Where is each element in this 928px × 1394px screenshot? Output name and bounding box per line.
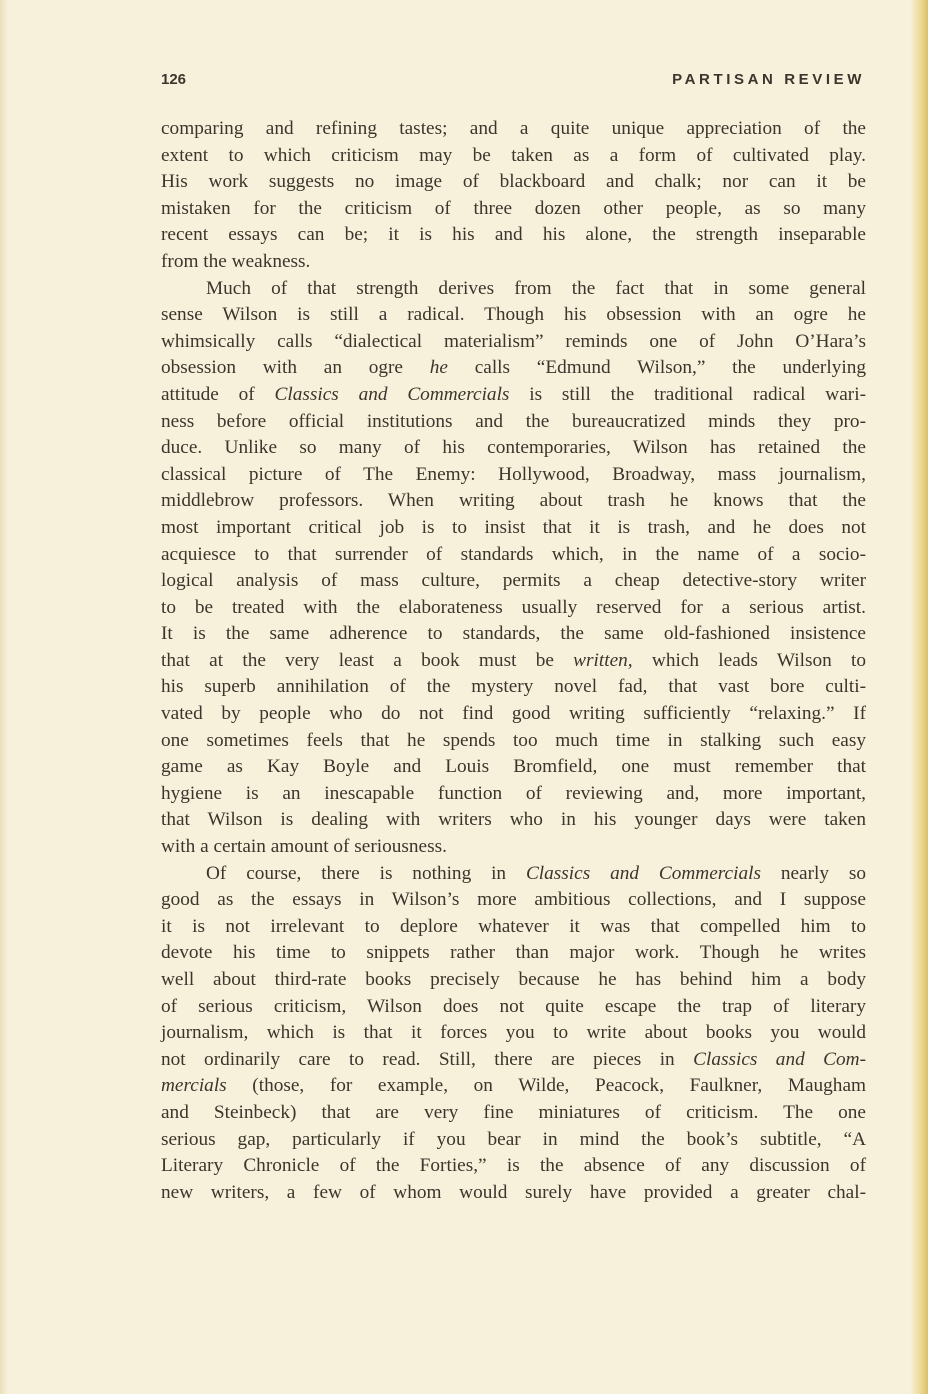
text-segment: not ordinarily care to read. Still, there are pieces in xyxy=(161,1048,694,1070)
text-segment: that Wilson is dealing with writers who in his younger days were taken xyxy=(161,809,866,831)
text-segment: with a certain amount of seriousness. xyxy=(161,836,447,858)
text-segment: (those, for example, on Wilde, Peacock, Faulkner, Maugham xyxy=(226,1075,866,1097)
text-line xyxy=(161,1127,866,1154)
text-line xyxy=(161,276,866,303)
text-line xyxy=(161,382,866,409)
text-segment: vated by people who do not find good writing sufficiently “relaxing.” If xyxy=(161,703,866,725)
text-segment: calls “Edmund Wilson,” the underlying xyxy=(447,357,866,379)
text-segment: from the weakness. xyxy=(161,250,311,272)
text-line xyxy=(161,1073,866,1100)
text-segment: logical analysis of mass culture, permits a cheap detective-story writer xyxy=(161,570,866,592)
page-right-edge xyxy=(910,0,928,1394)
text-segment: mistaken for the criticism of three dozen other people, as so many xyxy=(161,197,866,219)
text-segment: good as the essays in Wilson’s more ambitious collections, and I suppose xyxy=(161,889,866,911)
text-line xyxy=(161,621,866,648)
text-segment: new writers, a few of whom would surely have provided a greater chal- xyxy=(161,1181,866,1203)
journal-title: PARTISAN REVIEW xyxy=(672,71,865,88)
text-segment: sense Wilson is still a radical. Though his obsession with an ogre he xyxy=(161,304,866,326)
text-line xyxy=(161,329,866,356)
text-segment: nearly so xyxy=(760,862,866,884)
text-line xyxy=(161,355,866,382)
text-segment: his superb annihilation of the mystery novel fad, that vast bore culti- xyxy=(161,676,866,698)
text-line xyxy=(161,967,866,994)
italic-text: written, xyxy=(573,649,633,671)
text-line xyxy=(161,1180,866,1207)
text-segment: whimsically calls “dialectical materialism” reminds one of John O’Hara’s xyxy=(161,330,866,352)
italic-text: he xyxy=(429,357,448,379)
text-line xyxy=(161,568,866,595)
text-segment: His work suggests no image of blackboard and chalk; nor can it be xyxy=(161,171,866,193)
text-segment: is still the traditional radical wari- xyxy=(509,383,866,405)
text-line xyxy=(161,595,866,622)
text-segment: obsession with an ogre xyxy=(161,357,430,379)
text-line xyxy=(161,462,866,489)
text-line xyxy=(161,648,866,675)
text-segment: comparing and refining tastes; and a quite unique appreciation of the xyxy=(161,118,866,139)
text-segment: it is not irrelevant to deplore whatever it was that compelled him to xyxy=(161,915,866,937)
text-line xyxy=(161,196,866,223)
text-segment: ness before official institutions and the bureaucratized minds they pro- xyxy=(161,410,866,432)
text-segment: attitude of xyxy=(161,383,275,405)
text-line xyxy=(161,116,866,143)
text-line xyxy=(161,994,866,1021)
text-line xyxy=(161,887,866,914)
text-line xyxy=(161,542,866,569)
text-line xyxy=(161,1153,866,1180)
text-segment: that at the very least a book must be xyxy=(161,649,574,671)
text-line xyxy=(161,728,866,755)
text-line xyxy=(161,409,866,436)
text-segment: It is the same adherence to standards, the same old-fashioned insistence xyxy=(161,623,866,645)
page-left-edge xyxy=(0,0,8,1394)
paragraph xyxy=(161,276,866,861)
text-line xyxy=(161,754,866,781)
text-segment: journalism, which is that it forces you to write about books you would xyxy=(161,1022,866,1044)
article-body xyxy=(161,116,866,1206)
text-line xyxy=(161,674,866,701)
text-line xyxy=(161,1100,866,1127)
text-segment: which leads Wilson to xyxy=(632,649,867,671)
text-segment: well about third-rate books precisely because he has behind him a body xyxy=(161,969,866,990)
text-segment: one sometimes feels that he spends too much time in stalking such easy xyxy=(161,729,866,751)
running-header xyxy=(161,71,865,95)
text-line xyxy=(161,940,866,967)
text-segment: acquiesce to that surrender of standards which, in the name of a socio- xyxy=(161,543,866,565)
text-line xyxy=(161,222,866,249)
text-segment: to be treated with the elaborateness usually reserved for a serious artist. xyxy=(161,596,866,618)
italic-text: Classics and Commercials xyxy=(525,862,761,884)
italic-text: Classics and Com- xyxy=(693,1048,866,1070)
text-line xyxy=(161,302,866,329)
text-segment: serious gap, particularly if you bear in mind the book’s subtitle, “A xyxy=(161,1128,866,1150)
text-segment: game as Kay Boyle and Louis Bromfield, one must remember that xyxy=(161,756,866,778)
text-segment: Literary Chronicle of the Forties,” is the absence of any discussion of xyxy=(161,1155,866,1177)
page-number: 126 xyxy=(161,71,187,88)
text-line xyxy=(161,435,866,462)
text-segment: recent essays can be; it is his and his alone, the strength inseparable xyxy=(161,224,866,246)
text-segment: and Steinbeck) that are very fine miniatures of criticism. The one xyxy=(161,1101,866,1123)
text-segment: of serious criticism, Wilson does not quite escape the trap of literary xyxy=(161,995,866,1017)
text-segment: extent to which criticism may be taken as a form of cultivated play. xyxy=(161,144,866,166)
text-line xyxy=(161,861,866,888)
text-segment: devote his time to snippets rather than major work. Though he writes xyxy=(161,942,866,964)
text-line xyxy=(161,701,866,728)
text-segment: hygiene is an inescapable function of reviewing and, more important, xyxy=(161,782,866,804)
text-line xyxy=(161,143,866,170)
text-line xyxy=(161,488,866,515)
text-segment: classical picture of The Enemy: Hollywood, Broadway, mass journalism, xyxy=(161,463,866,485)
text-line xyxy=(161,1047,866,1074)
text-line xyxy=(161,249,866,276)
paragraph xyxy=(161,861,866,1207)
text-line xyxy=(161,515,866,542)
text-line xyxy=(161,834,866,861)
text-line xyxy=(161,781,866,808)
italic-text: Classics and Commercials xyxy=(274,383,510,405)
text-segment: most important critical job is to insist that it is trash, and he does not xyxy=(161,516,866,538)
text-segment: middlebrow professors. When writing about trash he knows that the xyxy=(161,490,866,512)
text-line xyxy=(161,169,866,196)
paragraph xyxy=(161,116,866,276)
text-line xyxy=(161,1020,866,1047)
text-segment: Of course, there is nothing in xyxy=(206,862,526,884)
italic-text: mercials xyxy=(161,1075,227,1097)
text-segment: duce. Unlike so many of his contemporaries, Wilson has retained the xyxy=(161,437,866,459)
text-line xyxy=(161,807,866,834)
text-segment: Much of that strength derives from the fact that in some general xyxy=(206,277,866,299)
text-line xyxy=(161,914,866,941)
